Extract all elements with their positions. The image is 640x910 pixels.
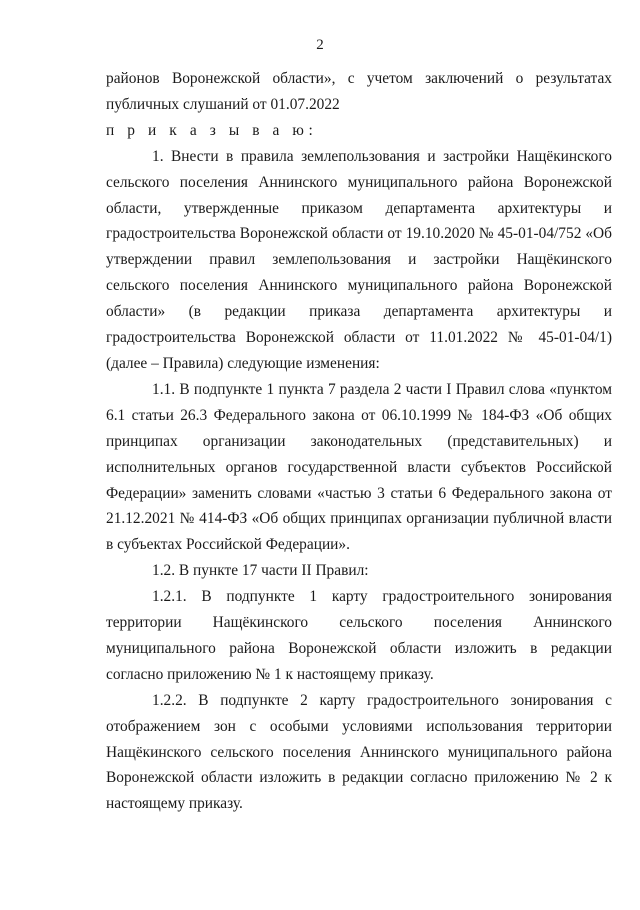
document-body (106, 66, 612, 817)
clause-1-2: 1.2. В пункте 17 части II Правил: (152, 562, 369, 580)
clause-1-1: 1.1. В подпункте 1 пункта 7 раздела 2 части I Правил слова «пунктом 6.1 статьи 26.3 Федерального закона от 06.10.1999 № 184-ФЗ «Об общих принципах организации законодательных (представительных) и исполнительных органов государственной власти субъектов Российской Федерации» заменить словами «частью 3 статьи 6 Федерального закона от 21.12.2021 № 414-ФЗ «Об общих принципах организации публичной власти в субъектах Российской Федерации». (106, 380, 612, 554)
order-heading: п р и к а з ы в а ю: (106, 121, 318, 139)
clause-1: 1. Внести в правила землепользования и застройки Нащёкинского сельского поселения Аннинского муниципального района Воронежской области, утвержденные приказом департамента архитектуры и градостроительства Воронежской области от 19.10.2020 № 45-01-04/752 «Об утверждении правил землепользования и застройки Нащёкинского сельского поселения Аннинского муниципального района Воронежской области» (в редакции приказа департамента архитектуры и градостроительства Воронежской области от 11.01.2022 № 45-01-04/1) (далее – Правила) следующие изменения: (106, 147, 612, 372)
clause-1-2-1: 1.2.1. В подпункте 1 карту градостроительного зонирования территории Нащёкинского сельского поселения Аннинского муниципального района Воронежской области изложить в редакции согласно приложению № 1 к настоящему приказу. (106, 588, 612, 683)
clause-1-2-2: 1.2.2. В подпункте 2 карту градостроительного зонирования с отображением зон с особыми условиями использования территории Нащёкинского сельского поселения Аннинского муниципального района Воронежской области изложить в редакции согласно приложению № 2 к настоящему приказу. (106, 691, 612, 813)
page-number: 2 (316, 37, 324, 53)
intro-paragraph: районов Воронежской области», с учетом заключений о результатах публичных слушаний от 01.07.2022 (106, 70, 612, 113)
